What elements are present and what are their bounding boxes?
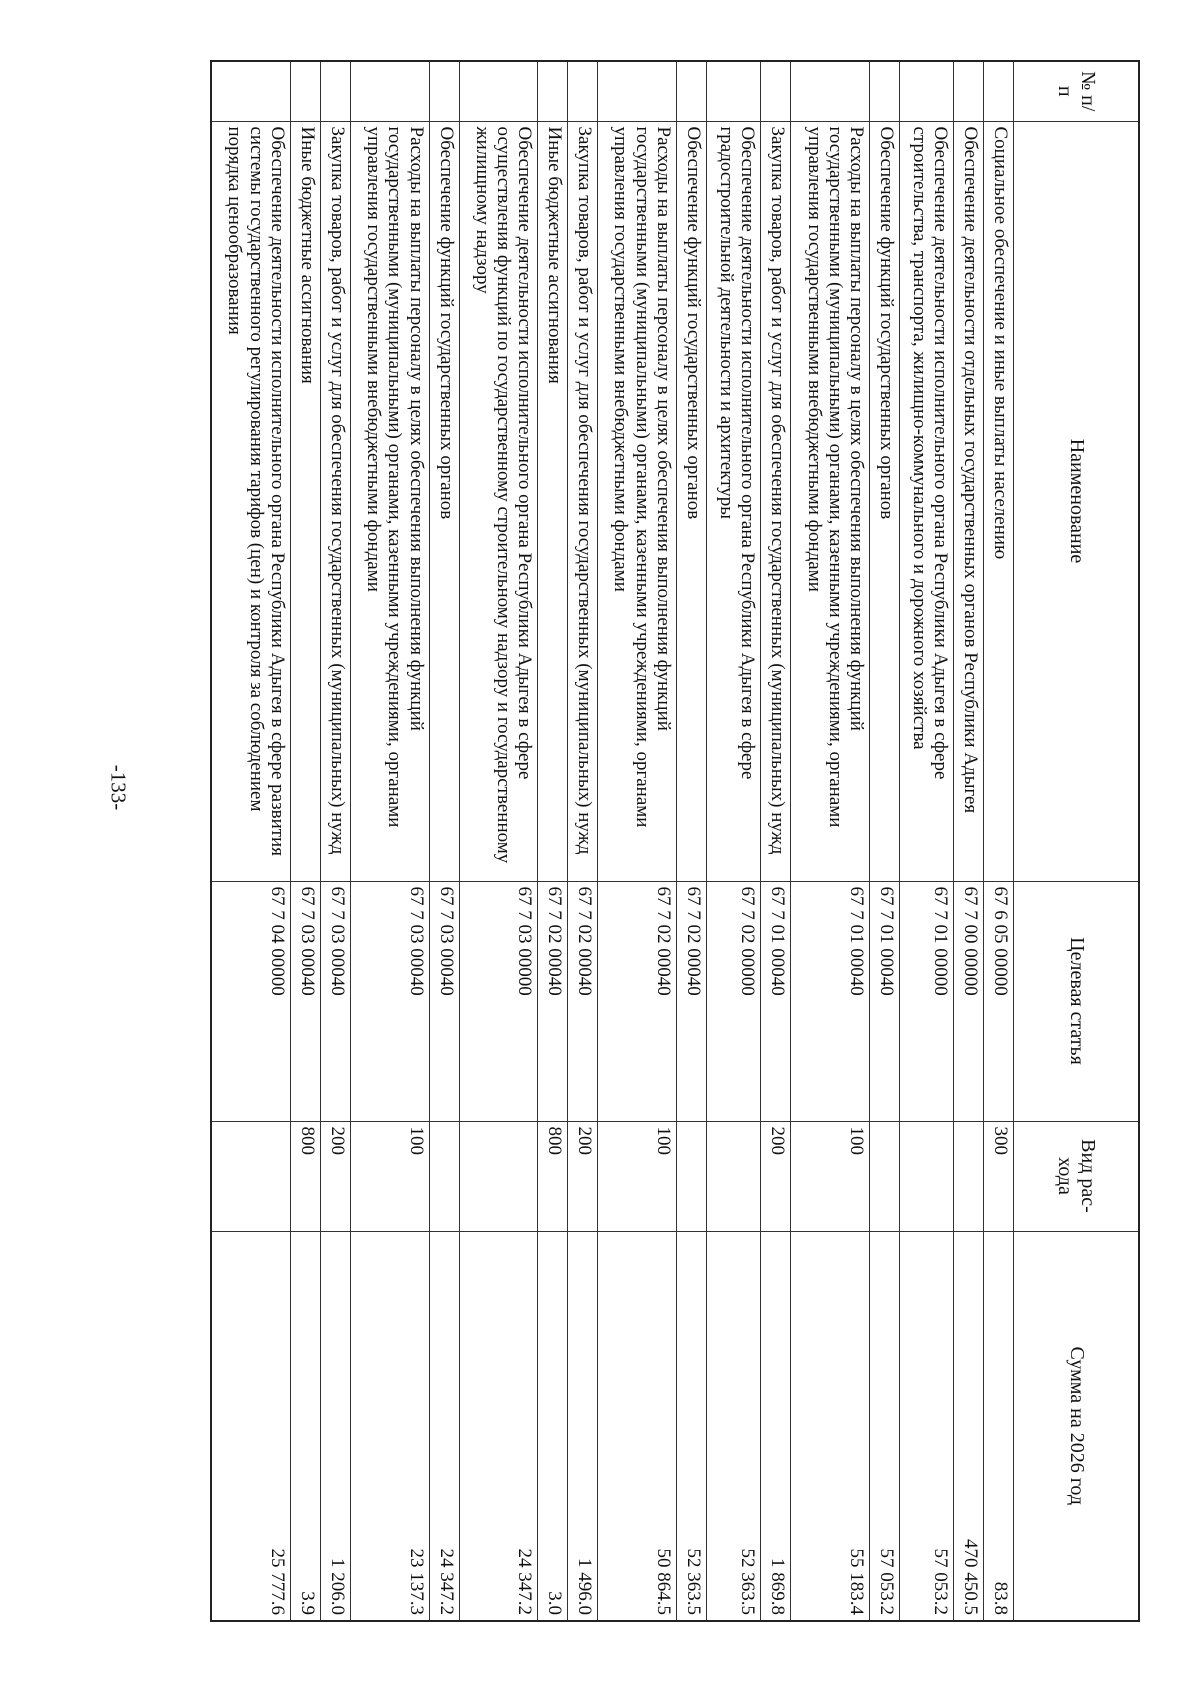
row-index-cell (676, 61, 706, 121)
row-sum-cell: 24 347.2 (459, 1231, 538, 1621)
row-sum-cell: 24 347.2 (429, 1231, 459, 1621)
row-name-cell: Обеспечение деятельности исполнительного органа Республики Адыгея в сфере градостроительной деятельности и архитектуры (707, 121, 761, 881)
row-code-cell: 67 7 03 00040 (290, 881, 320, 1121)
header-name: Наименование (1014, 121, 1139, 881)
row-name-cell: Закупка товаров, работ и услуг для обеспечения государственных (муниципальных) нужд (761, 121, 791, 881)
header-kind: Вид рас- хода (1014, 1121, 1139, 1231)
row-code-cell: 67 7 03 00040 (320, 881, 350, 1121)
row-index-cell (870, 61, 900, 121)
row-sum-cell: 57 053.2 (900, 1231, 954, 1621)
table-row (211, 61, 290, 1621)
table-body (211, 61, 1014, 1621)
row-sum-cell: 1 206.0 (320, 1231, 350, 1621)
table-row (984, 61, 1014, 1621)
row-name-cell: Обеспечение функций государственных органов (870, 121, 900, 881)
row-index-cell (598, 61, 677, 121)
row-sum-cell: 3.9 (290, 1231, 320, 1621)
row-kind-cell (707, 1121, 761, 1231)
header-sum: Сумма на 2026 год (1014, 1231, 1139, 1621)
row-name-cell: Обеспечение деятельности исполнительного органа Республики Адыгея в сфере строительства, транспорта, жилищно-коммунального и дорожного хозяйства (900, 121, 954, 881)
row-sum-cell: 52 363.5 (707, 1231, 761, 1621)
row-index-cell (350, 61, 429, 121)
table-row (429, 61, 459, 1621)
row-index-cell (320, 61, 350, 121)
row-kind-cell: 100 (791, 1121, 870, 1231)
row-index-cell (791, 61, 870, 121)
row-kind-cell: 100 (350, 1121, 429, 1231)
row-name-cell: Социальное обеспечение и иные выплаты населению (984, 121, 1014, 881)
row-index-cell (459, 61, 538, 121)
table-row (707, 61, 761, 1621)
row-kind-cell (211, 1121, 290, 1231)
page-number: -133- (106, 764, 131, 811)
row-name-cell: Закупка товаров, работ и услуг для обеспечения государственных (муниципальных) нужд (568, 121, 598, 881)
row-code-cell: 67 7 02 00040 (568, 881, 598, 1121)
row-code-cell: 67 6 05 00000 (984, 881, 1014, 1121)
row-code-cell: 67 7 01 00040 (870, 881, 900, 1121)
row-code-cell: 67 7 02 00000 (707, 881, 761, 1121)
row-name-cell: Обеспечение деятельности исполнительного органа Республики Адыгея в сфере осуществления функций по государственному строительному надзору и государственному жилищному надзору (459, 121, 538, 881)
table-row (350, 61, 429, 1621)
row-index-cell (568, 61, 598, 121)
header-code: Целевая статья (1014, 881, 1139, 1121)
table-row (598, 61, 677, 1621)
table-row (900, 61, 954, 1621)
row-index-cell (429, 61, 459, 121)
table-row (538, 61, 568, 1621)
row-name-cell: Иные бюджетные ассигнования (538, 121, 568, 881)
table-row (290, 61, 320, 1621)
row-code-cell: 67 7 03 00000 (459, 881, 538, 1121)
row-code-cell: 67 7 00 00000 (954, 881, 984, 1121)
row-sum-cell: 470 450.5 (954, 1231, 984, 1621)
row-index-cell (707, 61, 761, 121)
row-name-cell: Обеспечение деятельности исполнительного органа Республики Адыгея в сфере развития системы государственного регулирования тарифов (цен) и контроля за соблюдением порядка ценообразования (211, 121, 290, 881)
row-code-cell: 67 7 03 00040 (350, 881, 429, 1121)
row-sum-cell: 57 053.2 (870, 1231, 900, 1621)
row-name-cell: Иные бюджетные ассигнования (290, 121, 320, 881)
row-kind-cell: 200 (761, 1121, 791, 1231)
row-sum-cell: 23 137.3 (350, 1231, 429, 1621)
row-kind-cell (429, 1121, 459, 1231)
row-sum-cell: 3.0 (538, 1231, 568, 1621)
row-kind-cell: 200 (320, 1121, 350, 1231)
row-kind-cell (676, 1121, 706, 1231)
row-index-cell (290, 61, 320, 121)
row-kind-cell (870, 1121, 900, 1231)
table-row (459, 61, 538, 1621)
row-sum-cell: 50 864.5 (598, 1231, 677, 1621)
row-name-cell: Обеспечение функций государственных органов (429, 121, 459, 881)
row-kind-cell (900, 1121, 954, 1231)
row-code-cell: 67 7 02 00040 (676, 881, 706, 1121)
row-sum-cell: 25 777.6 (211, 1231, 290, 1621)
row-name-cell: Расходы на выплаты персоналу в целях обеспечения выполнения функций государственными (муниципальными) органами, казенными учреждениями, органами управления государственными внебюджетными фондами (350, 121, 429, 881)
row-kind-cell: 300 (984, 1121, 1014, 1231)
row-code-cell: 67 7 02 00040 (598, 881, 677, 1121)
row-code-cell: 67 7 01 00040 (761, 881, 791, 1121)
table-row (568, 61, 598, 1621)
budget-table (210, 60, 1140, 1622)
row-kind-cell: 200 (568, 1121, 598, 1231)
table-row (676, 61, 706, 1621)
row-sum-cell: 55 183.4 (791, 1231, 870, 1621)
row-code-cell: 67 7 01 00000 (900, 881, 954, 1121)
row-sum-cell: 1 496.0 (568, 1231, 598, 1621)
row-kind-cell: 100 (598, 1121, 677, 1231)
table-row (761, 61, 791, 1621)
table-row (320, 61, 350, 1621)
row-code-cell: 67 7 04 00000 (211, 881, 290, 1121)
row-name-cell: Закупка товаров, работ и услуг для обеспечения государственных (муниципальных) нужд (320, 121, 350, 881)
row-name-cell: Расходы на выплаты персоналу в целях обеспечения выполнения функций государственными (муниципальными) органами, казенными учреждениями, органами управления государственными внебюджетными фондами (791, 121, 870, 881)
row-index-cell (900, 61, 954, 121)
table-row (791, 61, 870, 1621)
row-index-cell (984, 61, 1014, 121)
row-sum-cell: 83.8 (984, 1231, 1014, 1621)
row-kind-cell: 800 (538, 1121, 568, 1231)
row-kind-cell: 800 (290, 1121, 320, 1231)
row-code-cell: 67 7 02 00040 (538, 881, 568, 1121)
table-row (954, 61, 984, 1621)
row-name-cell: Обеспечение деятельности отдельных государственных органов Республики Адыгея (954, 121, 984, 881)
row-code-cell: 67 7 01 00040 (791, 881, 870, 1121)
row-sum-cell: 52 363.5 (676, 1231, 706, 1621)
row-index-cell (954, 61, 984, 121)
budget-table-container (210, 60, 1140, 1620)
header-index: № п/п (1014, 61, 1139, 121)
table-row (870, 61, 900, 1621)
row-kind-cell (954, 1121, 984, 1231)
row-index-cell (761, 61, 791, 121)
row-kind-cell (459, 1121, 538, 1231)
row-code-cell: 67 7 03 00040 (429, 881, 459, 1121)
row-name-cell: Расходы на выплаты персоналу в целях обеспечения выполнения функций государственными (муниципальными) органами, казенными учреждениями, органами управления государственными внебюджетными фондами (598, 121, 677, 881)
row-index-cell (211, 61, 290, 121)
row-index-cell (538, 61, 568, 121)
row-name-cell: Обеспечение функций государственных органов (676, 121, 706, 881)
table-header (1014, 61, 1139, 1621)
row-sum-cell: 1 869.8 (761, 1231, 791, 1621)
